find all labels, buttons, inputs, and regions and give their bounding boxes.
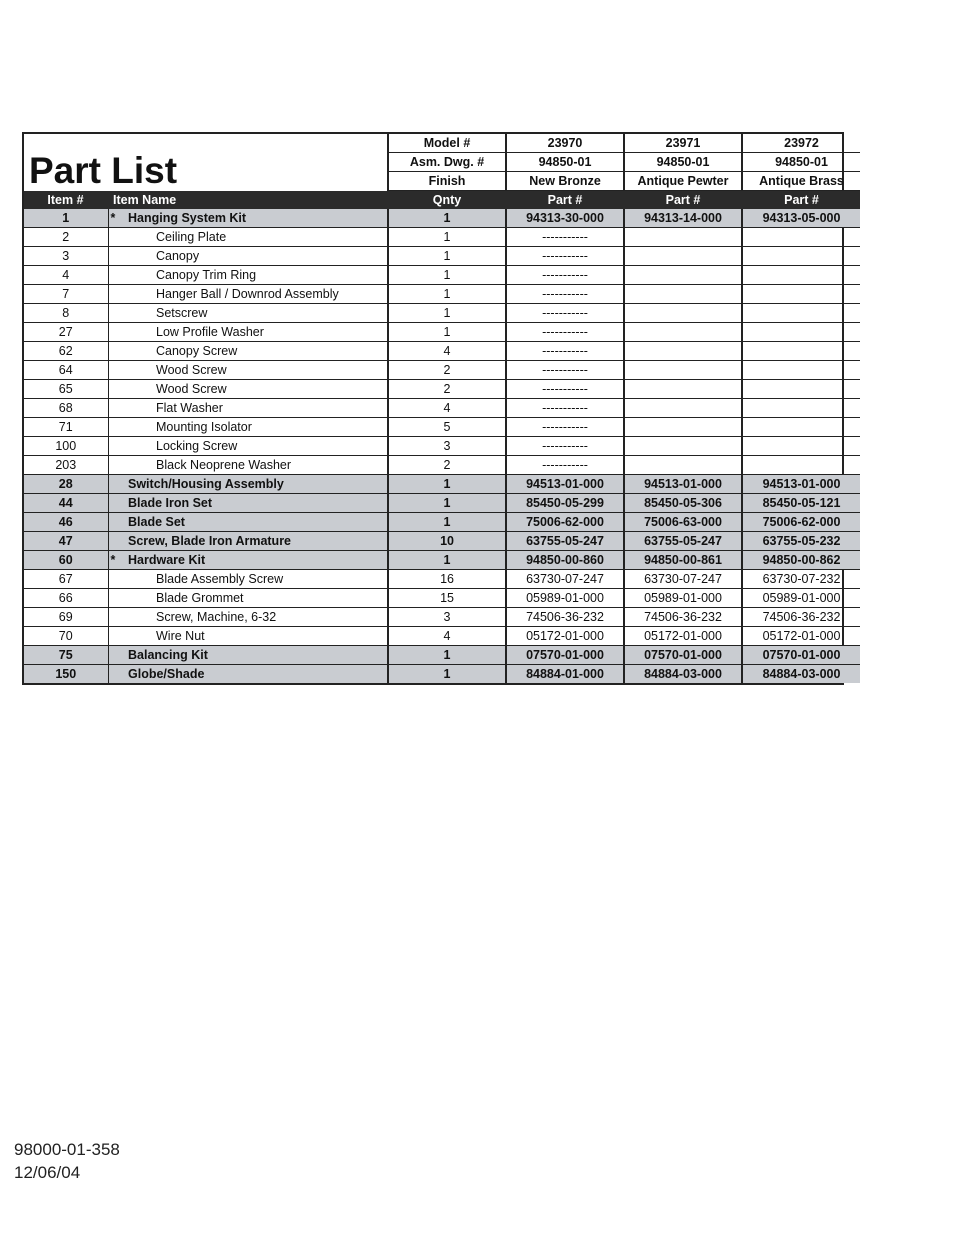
item-number-cell: 47: [24, 532, 108, 551]
item-name-cell: Wood Screw: [124, 361, 388, 380]
quantity-cell: 1: [388, 513, 506, 532]
part-number-cell: -----------: [506, 228, 624, 247]
kit-marker-cell: [108, 513, 124, 532]
quantity-header: Qnty: [388, 191, 506, 210]
item-number-cell: 67: [24, 570, 108, 589]
item-name-cell: Screw, Machine, 6-32: [124, 608, 388, 627]
table-row: [24, 266, 860, 285]
quantity-cell: 1: [388, 665, 506, 684]
part-number-cell: 94850-00-862: [742, 551, 860, 570]
kit-marker-cell: [108, 608, 124, 627]
part-number-cell: [742, 361, 860, 380]
item-name-cell: Hanger Ball / Downrod Assembly: [124, 285, 388, 304]
finish-value: Antique Brass: [742, 172, 860, 191]
part-number-cell: 85450-05-306: [624, 494, 742, 513]
kit-marker-cell: [108, 456, 124, 475]
item-name-cell: Blade Iron Set: [124, 494, 388, 513]
part-number-cell: 07570-01-000: [506, 646, 624, 665]
model-number: 23972: [742, 134, 860, 153]
item-number-cell: 71: [24, 418, 108, 437]
part-number-cell: [624, 266, 742, 285]
model-number: 23970: [506, 134, 624, 153]
part-number-cell: 63730-07-232: [742, 570, 860, 589]
item-name-cell: Low Profile Washer: [124, 323, 388, 342]
part-number-cell: 07570-01-000: [742, 646, 860, 665]
part-number-cell: [742, 228, 860, 247]
item-name-cell: Flat Washer: [124, 399, 388, 418]
asm-dwg-number: 94850-01: [624, 153, 742, 172]
item-name-cell: Canopy Screw: [124, 342, 388, 361]
part-number-cell: [624, 342, 742, 361]
part-number-cell: [742, 399, 860, 418]
part-number-cell: [742, 266, 860, 285]
part-number-cell: 74506-36-232: [624, 608, 742, 627]
part-number-cell: 63755-05-247: [624, 532, 742, 551]
title-cell: [24, 134, 388, 191]
table-row: [24, 342, 860, 361]
part-number-cell: 94513-01-000: [624, 475, 742, 494]
item-number-cell: 3: [24, 247, 108, 266]
part-number-cell: 05989-01-000: [624, 589, 742, 608]
item-number-cell: 7: [24, 285, 108, 304]
part-number-cell: 84884-03-000: [742, 665, 860, 684]
table-row: [24, 209, 860, 228]
finish-value: Antique Pewter: [624, 172, 742, 191]
kit-marker-cell: *: [108, 209, 124, 228]
part-number-cell: [624, 247, 742, 266]
quantity-cell: 2: [388, 456, 506, 475]
part-number-header: Part #: [624, 191, 742, 210]
part-number-cell: -----------: [506, 456, 624, 475]
kit-marker-cell: [108, 266, 124, 285]
part-number-cell: -----------: [506, 399, 624, 418]
part-number-cell: 85450-05-121: [742, 494, 860, 513]
quantity-cell: 1: [388, 209, 506, 228]
part-number-cell: 94513-01-000: [742, 475, 860, 494]
item-name-header: Item Name: [108, 191, 388, 210]
part-number-cell: 74506-36-232: [506, 608, 624, 627]
part-number-cell: [742, 437, 860, 456]
quantity-cell: 1: [388, 304, 506, 323]
part-number-cell: 05172-01-000: [506, 627, 624, 646]
part-number-cell: -----------: [506, 437, 624, 456]
part-number-cell: -----------: [506, 285, 624, 304]
quantity-cell: 3: [388, 437, 506, 456]
part-number-cell: 94313-05-000: [742, 209, 860, 228]
part-number-cell: -----------: [506, 304, 624, 323]
quantity-cell: 3: [388, 608, 506, 627]
quantity-cell: 2: [388, 361, 506, 380]
part-number-cell: [742, 380, 860, 399]
kit-marker-cell: [108, 228, 124, 247]
part-number-cell: [742, 285, 860, 304]
table-row: [24, 627, 860, 646]
item-name-cell: Canopy Trim Ring: [124, 266, 388, 285]
table-row: [24, 228, 860, 247]
item-number-cell: 68: [24, 399, 108, 418]
table-row: [24, 323, 860, 342]
table-row: [24, 418, 860, 437]
table-row: [24, 608, 860, 627]
table-row: [24, 380, 860, 399]
part-number-cell: [624, 285, 742, 304]
part-number-cell: 94513-01-000: [506, 475, 624, 494]
part-number-cell: [742, 418, 860, 437]
item-number-cell: 203: [24, 456, 108, 475]
item-number-cell: 66: [24, 589, 108, 608]
quantity-cell: 1: [388, 285, 506, 304]
part-number-cell: [742, 323, 860, 342]
quantity-cell: 1: [388, 475, 506, 494]
item-name-cell: Mounting Isolator: [124, 418, 388, 437]
part-list-sheet: [22, 132, 844, 685]
quantity-cell: 1: [388, 228, 506, 247]
part-number-header: Part #: [506, 191, 624, 210]
part-number-cell: 74506-36-232: [742, 608, 860, 627]
item-name-cell: Blade Grommet: [124, 589, 388, 608]
item-number-cell: 75: [24, 646, 108, 665]
table-row: [24, 646, 860, 665]
part-number-cell: [742, 456, 860, 475]
asm-dwg-label: Asm. Dwg. #: [388, 153, 506, 172]
quantity-cell: 4: [388, 399, 506, 418]
item-name-cell: Black Neoprene Washer: [124, 456, 388, 475]
column-header-row: [24, 191, 860, 210]
table-row: [24, 475, 860, 494]
part-number-cell: 94313-30-000: [506, 209, 624, 228]
item-number-cell: 2: [24, 228, 108, 247]
item-name-cell: Locking Screw: [124, 437, 388, 456]
table-row: [24, 570, 860, 589]
part-number-cell: 07570-01-000: [624, 646, 742, 665]
part-number-cell: 05989-01-000: [742, 589, 860, 608]
finish-value: New Bronze: [506, 172, 624, 191]
part-number-cell: 94850-00-860: [506, 551, 624, 570]
item-name-cell: Canopy: [124, 247, 388, 266]
table-row: [24, 304, 860, 323]
table-row: [24, 589, 860, 608]
item-name-cell: Wire Nut: [124, 627, 388, 646]
part-number-cell: 63755-05-232: [742, 532, 860, 551]
item-name-cell: Blade Assembly Screw: [124, 570, 388, 589]
part-number-cell: [742, 247, 860, 266]
part-list-table: [24, 134, 860, 683]
part-number-header: Part #: [742, 191, 860, 210]
part-number-cell: [624, 399, 742, 418]
part-number-cell: [624, 437, 742, 456]
part-number-cell: [742, 304, 860, 323]
part-number-cell: 75006-62-000: [506, 513, 624, 532]
kit-marker-cell: [108, 665, 124, 684]
table-row: [24, 285, 860, 304]
part-number-cell: [624, 456, 742, 475]
kit-marker-cell: [108, 494, 124, 513]
part-number-cell: 85450-05-299: [506, 494, 624, 513]
item-name-cell: Globe/Shade: [124, 665, 388, 684]
model-label: Model #: [388, 134, 506, 153]
item-number-cell: 65: [24, 380, 108, 399]
quantity-cell: 1: [388, 247, 506, 266]
part-number-cell: -----------: [506, 323, 624, 342]
part-number-cell: 05172-01-000: [742, 627, 860, 646]
kit-marker-cell: [108, 589, 124, 608]
quantity-cell: 4: [388, 627, 506, 646]
part-number-cell: -----------: [506, 361, 624, 380]
asm-dwg-number: 94850-01: [506, 153, 624, 172]
item-name-cell: Wood Screw: [124, 380, 388, 399]
item-name-cell: Blade Set: [124, 513, 388, 532]
item-number-cell: 44: [24, 494, 108, 513]
quantity-cell: 4: [388, 342, 506, 361]
part-number-cell: 75006-63-000: [624, 513, 742, 532]
item-name-cell: Setscrew: [124, 304, 388, 323]
part-number-cell: [624, 304, 742, 323]
finish-label: Finish: [388, 172, 506, 191]
item-number-cell: 69: [24, 608, 108, 627]
item-name-cell: Screw, Blade Iron Armature: [124, 532, 388, 551]
item-name-cell: Hanging System Kit: [124, 209, 388, 228]
part-number-cell: [624, 418, 742, 437]
item-name-cell: Hardware Kit: [124, 551, 388, 570]
part-number-cell: [624, 361, 742, 380]
kit-marker-cell: [108, 323, 124, 342]
item-number-cell: 64: [24, 361, 108, 380]
model-number: 23971: [624, 134, 742, 153]
item-number-cell: 1: [24, 209, 108, 228]
part-number-cell: 75006-62-000: [742, 513, 860, 532]
kit-marker-cell: [108, 475, 124, 494]
part-number-cell: -----------: [506, 266, 624, 285]
part-number-cell: 84884-03-000: [624, 665, 742, 684]
part-number-cell: [624, 228, 742, 247]
item-number-cell: 28: [24, 475, 108, 494]
part-number-cell: 63730-07-247: [506, 570, 624, 589]
item-number-cell: 70: [24, 627, 108, 646]
part-number-cell: [624, 380, 742, 399]
table-row: [24, 494, 860, 513]
quantity-cell: 5: [388, 418, 506, 437]
asm-dwg-number: 94850-01: [742, 153, 860, 172]
table-row: [24, 437, 860, 456]
table-row: [24, 665, 860, 684]
part-number-cell: 84884-01-000: [506, 665, 624, 684]
kit-marker-cell: [108, 380, 124, 399]
kit-marker-cell: *: [108, 551, 124, 570]
document-date: 12/06/04: [14, 1163, 81, 1182]
table-row: [24, 456, 860, 475]
quantity-cell: 1: [388, 494, 506, 513]
kit-marker-cell: [108, 418, 124, 437]
quantity-cell: 15: [388, 589, 506, 608]
table-row: [24, 361, 860, 380]
quantity-cell: 1: [388, 323, 506, 342]
item-name-cell: Ceiling Plate: [124, 228, 388, 247]
kit-marker-cell: [108, 570, 124, 589]
model-row: [24, 134, 860, 153]
part-number-cell: 63730-07-247: [624, 570, 742, 589]
quantity-cell: 2: [388, 380, 506, 399]
kit-marker-cell: [108, 646, 124, 665]
item-name-cell: Switch/Housing Assembly: [124, 475, 388, 494]
part-number-cell: 05989-01-000: [506, 589, 624, 608]
quantity-cell: 16: [388, 570, 506, 589]
part-number-cell: [624, 323, 742, 342]
item-number-cell: 62: [24, 342, 108, 361]
table-row: [24, 532, 860, 551]
table-row: [24, 399, 860, 418]
item-number-cell: 27: [24, 323, 108, 342]
document-number: 98000-01-358: [14, 1140, 120, 1159]
item-number-cell: 60: [24, 551, 108, 570]
kit-marker-cell: [108, 361, 124, 380]
kit-marker-cell: [108, 399, 124, 418]
kit-marker-cell: [108, 342, 124, 361]
item-number-cell: 8: [24, 304, 108, 323]
page-title: Part List: [29, 149, 178, 191]
part-number-cell: 63755-05-247: [506, 532, 624, 551]
kit-marker-cell: [108, 247, 124, 266]
item-number-cell: 46: [24, 513, 108, 532]
kit-marker-cell: [108, 285, 124, 304]
part-number-cell: -----------: [506, 418, 624, 437]
part-number-cell: 94313-14-000: [624, 209, 742, 228]
quantity-cell: 1: [388, 551, 506, 570]
document-footer: [14, 1138, 120, 1184]
item-number-cell: 100: [24, 437, 108, 456]
kit-marker-cell: [108, 532, 124, 551]
table-row: [24, 551, 860, 570]
table-row: [24, 513, 860, 532]
part-number-cell: -----------: [506, 380, 624, 399]
item-number-header: Item #: [24, 191, 108, 210]
part-number-cell: -----------: [506, 247, 624, 266]
kit-marker-cell: [108, 304, 124, 323]
part-number-cell: -----------: [506, 342, 624, 361]
part-number-cell: [742, 342, 860, 361]
table-row: [24, 247, 860, 266]
quantity-cell: 1: [388, 646, 506, 665]
kit-marker-cell: [108, 627, 124, 646]
kit-marker-cell: [108, 437, 124, 456]
item-number-cell: 150: [24, 665, 108, 684]
item-name-cell: Balancing Kit: [124, 646, 388, 665]
part-number-cell: 05172-01-000: [624, 627, 742, 646]
quantity-cell: 1: [388, 266, 506, 285]
quantity-cell: 10: [388, 532, 506, 551]
item-number-cell: 4: [24, 266, 108, 285]
part-number-cell: 94850-00-861: [624, 551, 742, 570]
